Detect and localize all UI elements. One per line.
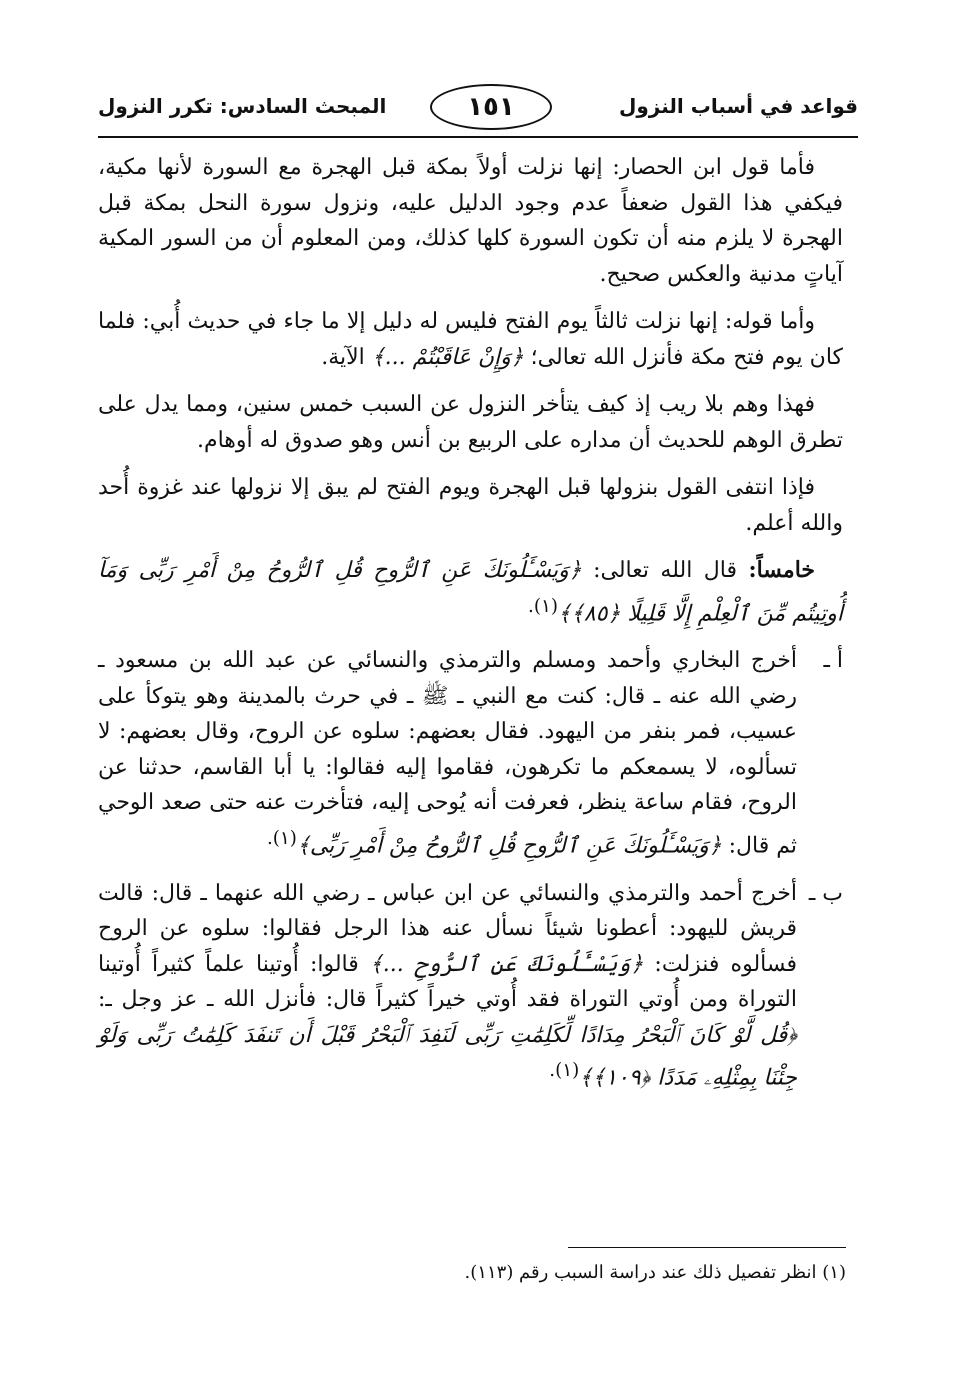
paragraph-illusion: فهذا وهم بلا ريب إذ كيف يتأخر النزول عن السبب خمس سنين، ومما يدل على تطرق الوهم للحديث أن مداره على الربيع بن أنس وهو صدوق له أوهام. bbox=[98, 392, 843, 453]
page-number: ١٥١ bbox=[430, 84, 552, 130]
paragraph-ibn-alhassar: فأما قول ابن الحصار: إنها نزلت أولاً بمكة قبل الهجرة مع السورة لأنها مكية، فيكفي هذا القول ضعفاً عدم وجود الدليل عليه، ونزول سورة النحل بمكة قبل الهجرة لا يلزم منه أن تكون السورة كلها كذلك، ومن المعلوم أن من السور المكية آياتٍ مدنية والعكس صحيح. bbox=[98, 155, 843, 287]
quran-quote: ﴿وَإِنْ عَاقَبْتُمْ ...﴾ bbox=[371, 344, 524, 370]
paragraph-text: الآية. bbox=[321, 344, 372, 370]
footnote: (١) انظر تفصيل ذلك عند دراسة السبب رقم (١١٣). bbox=[464, 1262, 846, 1283]
paragraph-uhud: فإذا انتفى القول بنزولها قبل الهجرة ويوم الفتح لم يبق إلا نزولها عند غزوة أُحد والله أعلم. bbox=[98, 475, 843, 536]
footnote-rule bbox=[568, 1247, 846, 1248]
list-item-a bbox=[98, 643, 843, 863]
item-text: قالوا: أُوتينا علماً كثيراً أُوتينا التوراة ومن أُوتي التوراة فقد أُوتي خيراً كثيراً قال: فأنزل الله ـ عز وجل ـ: bbox=[98, 951, 797, 1013]
quran-quote: ﴿قُل لَّوْ كَانَ ٱلْبَحْرُ مِدَادًا لِّكَلِمَٰتِ رَبِّى لَنَفِدَ ٱلْبَحْرُ قَبْلَ أَن تَنفَدَ كَلِمَٰتُ رَبِّى وَلَوْ جِئْنَا بِمِثْلِهِۦ مَدَدًا ﴿١٠٩﴾﴾ bbox=[98, 1022, 797, 1091]
book-title: قواعد في أسباب النزول bbox=[619, 94, 858, 118]
paragraph-conquest-day bbox=[98, 304, 843, 375]
item-text: أخرج أحمد والترمذي والنسائي عن ابن عباس ـ رضي الله عنهما ـ قال: قالت قريش لليهود: أعطونا شيئاً نسأل عنه هذا الرجل فقالوا: سلوه عن الروح فسألوه فنزلت: bbox=[98, 880, 797, 977]
item-text: أخرج البخاري وأحمد ومسلم والترمذي والنسائي عن عبد الله بن مسعود ـ رضي الله عنه ـ قال: كنت مع النبي ـ ﷺ ـ في حرث بالمدينة وهو يتوكأ على عسيب، فمر بنفر من اليهود. فقال بعضهم: سلوه عن الروح، وقال بعضهم: لا تسألوه، لا يسمعكم ما تكرهون، فقاموا إليه فقالوا: يا أبا القاسم، حدثنا عن الروح، فقام ساعة ينظر، فعرفت أنه يُوحى إليه، فتأخرت عنه حتى صعد الوحي ثم قال: bbox=[98, 648, 797, 859]
quran-quote: ﴿وَيَسْـَٔلُونَكَ عَنِ ٱلرُّوحِ قُلِ ٱلرُّوحُ مِنْ أَمْرِ رَبِّى﴾ bbox=[296, 833, 722, 859]
item-marker: أ ـ bbox=[823, 648, 843, 674]
quran-quote: ﴿وَيَسْـَٔلُونَكَ عَنِ ٱلرُّوحِ قُلِ ٱلرُّوحُ مِنْ أَمْرِ رَبِّى وَمَآ أُوتِيتُم مِّنَ ٱلْعِلْمِ إِلَّا قَلِيلًا ﴿٨٥﴾﴾ bbox=[98, 558, 843, 626]
section-label: خامساً: bbox=[748, 557, 815, 583]
footnote-ref: (١). bbox=[549, 1060, 580, 1082]
paragraph-text: قال الله تعالى: bbox=[581, 558, 749, 583]
header-rule bbox=[98, 136, 858, 138]
item-marker: ب ـ bbox=[808, 880, 843, 906]
paragraph-text: وأما قوله: إنها نزلت ثالثاً يوم الفتح فليس له دليل إلا ما جاء في حديث أُبي: فلما كان يوم فتح مكة فأنزل الله تعالى؛ bbox=[98, 309, 843, 370]
list-item-b bbox=[98, 876, 843, 1096]
section-title: المبحث السادس: تكرر النزول bbox=[98, 94, 387, 118]
page-header bbox=[98, 70, 858, 140]
footnote-ref: (١). bbox=[528, 595, 559, 617]
page-body bbox=[98, 150, 843, 1096]
quran-quote: ﴿وَيَسْـَٔلُونَكَ عَنِ ٱلرُّوحِ ...﴾ bbox=[369, 951, 644, 977]
footnote-ref: (١). bbox=[266, 827, 297, 849]
paragraph-fifth bbox=[98, 553, 843, 631]
